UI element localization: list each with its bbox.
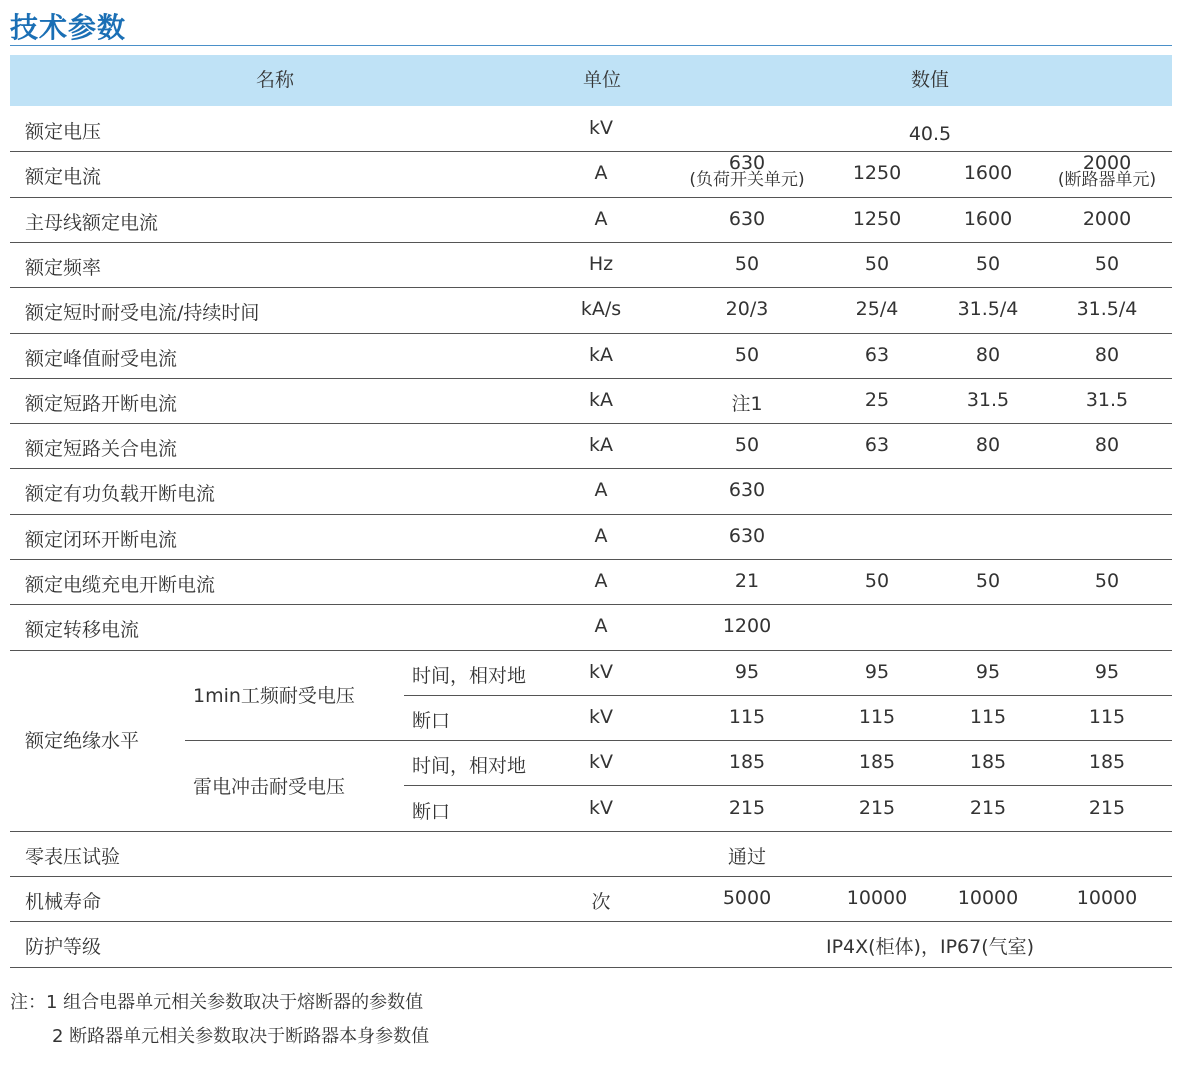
row-value: 50 <box>1094 252 1120 275</box>
row-unit: kA <box>588 434 613 457</box>
row-value: 630 <box>728 207 766 230</box>
row-unit: 次 <box>591 891 611 914</box>
row-value: 31.5/4 <box>1076 298 1138 321</box>
sub-name: 时间，相对地 <box>412 755 527 778</box>
row-value: 80 <box>1094 343 1120 366</box>
row-divider <box>10 650 1172 651</box>
row-value: 630 <box>728 524 766 547</box>
row-name: 额定频率 <box>25 256 102 279</box>
row-value: 80 <box>975 343 1001 366</box>
sub-name: 时间，相对地 <box>412 664 527 687</box>
row-divider <box>10 287 1172 288</box>
row-name: 额定闭环开断电流 <box>25 528 178 551</box>
row-value: 10000 <box>1076 887 1138 910</box>
row-value: 21 <box>734 570 760 592</box>
row-value: 20/3 <box>725 298 769 321</box>
row-value: IP4X(柜体)，IP67(气室) <box>825 936 1035 959</box>
row-name: 主母线额定电流 <box>25 211 159 234</box>
row-value: 215 <box>728 796 766 819</box>
row-divider <box>10 333 1172 334</box>
title-underline <box>10 45 1172 46</box>
row-value: 50 <box>734 343 760 366</box>
page-title: 技术参数 <box>10 11 127 44</box>
row-value: 50 <box>734 252 760 275</box>
row-value: 5000 <box>722 887 772 910</box>
row-divider <box>404 785 1172 786</box>
row-value: 50 <box>864 252 890 275</box>
note-2: 2 断路器单元相关参数取决于断路器本身参数值 <box>52 1026 430 1047</box>
row-name: 额定峰值耐受电流 <box>25 347 178 370</box>
row-value: 40.5 <box>908 123 952 145</box>
row-value: 10000 <box>846 887 908 910</box>
row-divider <box>185 740 1172 741</box>
row-value: 50 <box>975 252 1001 275</box>
row-divider <box>10 378 1172 379</box>
row-unit: A <box>594 162 608 185</box>
row-divider <box>10 242 1172 243</box>
header-value: 数值 <box>910 69 949 91</box>
row-name: 额定转移电流 <box>25 619 140 642</box>
row-value: 63 <box>864 434 890 457</box>
row-value: 215 <box>858 796 896 819</box>
row-value: 1600 <box>963 207 1013 230</box>
row-divider <box>10 604 1172 605</box>
row-value: 185 <box>728 751 766 774</box>
row-value: 1250 <box>852 207 902 230</box>
row-unit: A <box>594 479 608 502</box>
row-value: 95 <box>864 660 890 683</box>
row-value: 50 <box>864 570 890 592</box>
row-unit: A <box>594 207 608 230</box>
row-value: 185 <box>858 751 896 774</box>
row-value: 95 <box>975 660 1001 683</box>
row-unit: A <box>594 570 608 592</box>
row-divider <box>10 831 1172 832</box>
row-value: 80 <box>1094 434 1120 457</box>
group-name: 1min工频耐受电压 <box>193 684 355 707</box>
row-unit: Hz <box>588 252 614 275</box>
row-name: 额定短路关合电流 <box>25 438 178 461</box>
row-unit: kA <box>588 343 613 366</box>
row-unit: kA <box>588 388 613 411</box>
row-value: 80 <box>975 434 1001 457</box>
row-value: 10000 <box>957 887 1019 910</box>
row-value: 25/4 <box>855 298 899 321</box>
row-value: 115 <box>858 705 896 728</box>
row-value-note: (负荷开关单元) <box>689 170 805 191</box>
row-divider <box>10 921 1172 922</box>
row-value: 2000 <box>1082 207 1132 230</box>
header-unit: 单位 <box>582 69 621 91</box>
row-value: 1600 <box>963 162 1013 185</box>
row-value: 115 <box>728 705 766 728</box>
row-unit: kV <box>588 660 613 683</box>
row-name: 额定电流 <box>25 166 102 189</box>
row-divider <box>404 695 1172 696</box>
row-divider <box>10 468 1172 469</box>
row-name: 额定短路开断电流 <box>25 392 178 415</box>
row-name: 机械寿命 <box>25 891 102 914</box>
row-divider <box>10 559 1172 560</box>
row-value: 63 <box>864 343 890 366</box>
row-value: 630 <box>728 152 766 175</box>
group-name: 雷电冲击耐受电压 <box>193 775 346 798</box>
row-unit: kA/s <box>580 298 622 321</box>
row-divider <box>10 197 1172 198</box>
sub-name: 断口 <box>412 800 451 823</box>
row-value: 25 <box>864 388 890 411</box>
row-unit: kV <box>588 705 613 728</box>
row-name: 防护等级 <box>25 936 102 959</box>
row-name: 额定绝缘水平 <box>25 730 140 753</box>
row-unit: kV <box>588 117 613 139</box>
row-value: 通过 <box>727 845 766 868</box>
row-name: 零表压试验 <box>25 845 121 868</box>
row-value: 2000 <box>1082 152 1132 175</box>
row-value: 95 <box>734 660 760 683</box>
row-unit: kV <box>588 751 613 774</box>
row-divider <box>10 876 1172 877</box>
row-divider <box>10 967 1172 968</box>
row-name: 额定电压 <box>25 121 102 143</box>
row-value: 31.5 <box>1085 388 1129 411</box>
table-header <box>10 55 1172 106</box>
row-unit: kV <box>588 796 613 819</box>
row-value: 50 <box>1094 570 1120 592</box>
row-value: 115 <box>969 705 1007 728</box>
row-name: 额定短时耐受电流/持续时间 <box>25 302 260 325</box>
row-unit: A <box>594 524 608 547</box>
row-name: 额定电缆充电开断电流 <box>25 574 216 596</box>
row-value: 50 <box>734 434 760 457</box>
row-value: 185 <box>1088 751 1126 774</box>
note-1: 注：1 组合电器单元相关参数取决于熔断器的参数值 <box>10 992 424 1013</box>
row-value: 50 <box>975 570 1001 592</box>
row-value: 215 <box>969 796 1007 819</box>
row-value: 注1 <box>731 392 763 415</box>
row-value: 630 <box>728 479 766 502</box>
row-value: 95 <box>1094 660 1120 683</box>
row-name: 额定有功负载开断电流 <box>25 483 216 506</box>
row-value: 31.5 <box>966 388 1010 411</box>
row-value-note: (断路器单元) <box>1057 170 1157 191</box>
row-value: 185 <box>969 751 1007 774</box>
row-divider <box>10 423 1172 424</box>
sub-name: 断口 <box>412 709 451 732</box>
row-unit: A <box>594 615 608 638</box>
row-value: 31.5/4 <box>957 298 1019 321</box>
row-value: 1200 <box>722 615 772 638</box>
row-value: 115 <box>1088 705 1126 728</box>
row-value: 1250 <box>852 162 902 185</box>
row-value: 215 <box>1088 796 1126 819</box>
header-name: 名称 <box>255 69 294 91</box>
row-divider <box>10 514 1172 515</box>
